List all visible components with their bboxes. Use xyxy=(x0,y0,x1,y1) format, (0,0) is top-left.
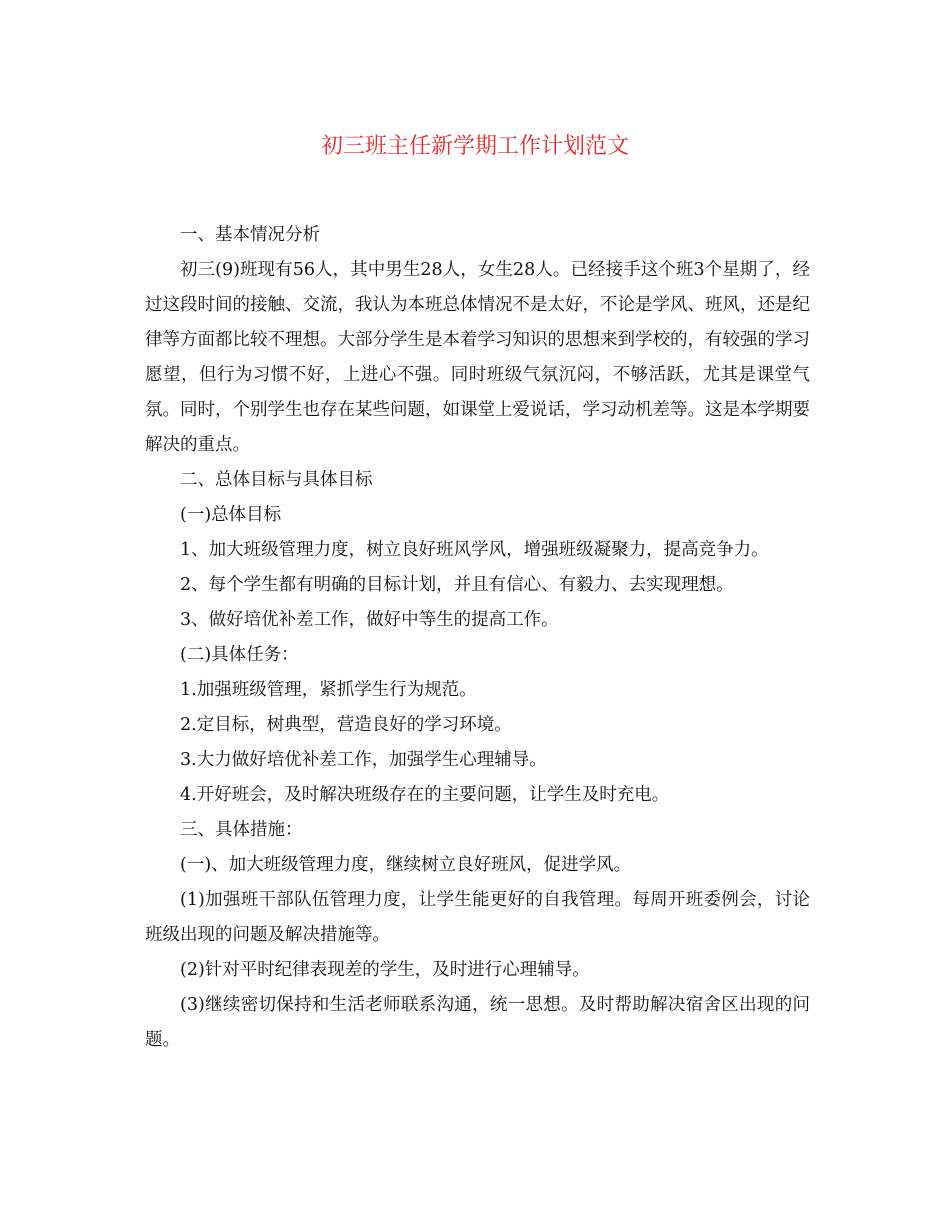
goal-item-1: 1、加大班级管理力度，树立良好班风学风，增强班级凝聚力，提高竞争力。 xyxy=(180,540,769,560)
goal-item-3: 3、做好培优补差工作，做好中等生的提高工作。 xyxy=(180,610,559,630)
section-heading-1: 一、基本情况分析 xyxy=(180,225,320,245)
goal-item-2: 2、每个学生都有明确的目标计划，并且有信心、有毅力、去实现理想。 xyxy=(180,575,734,595)
measure-item-2: (2)针对平时纪律表现差的学生，及时进行心理辅导。 xyxy=(180,960,590,980)
section-heading-2: 二、总体目标与具体目标 xyxy=(180,470,373,490)
situation-paragraph: 初三(9)班现有56人，其中男生28人，女生28人。已经接手这个班3个星期了，经过这段时间的接触、交流，我认为本班总体情况不是太好，不论是学风、班风，还是纪律等方面都比较不理想。大部分学生是本着学习知识的思想来到学校的，有较强的学习愿望，但行为习惯不好，上进心不强。同时班级气氛沉闷，不够活跃，尤其是课堂气氛。同时，个别学生也存在某些问题，如课堂上爱说话，学习动机差等。这是本学期要解决的重点。 xyxy=(145,260,810,455)
task-item-2: 2.定目标，树典型，营造良好的学习环境。 xyxy=(180,715,512,735)
subsection-heading-tasks: (二)具体任务： xyxy=(180,645,299,665)
document-title: 初三班主任新学期工作计划范文 xyxy=(320,134,629,159)
subsection-heading-overall-goal: (一)总体目标 xyxy=(180,505,282,525)
section-heading-3: 三、具体措施： xyxy=(180,820,303,840)
task-item-1: 1.加强班级管理，紧抓学生行为规范。 xyxy=(180,680,477,700)
document-body xyxy=(145,218,810,1058)
measure-item-1: (1)加强班干部队伍管理力度，让学生能更好的自我管理。每周开班委例会，讨论班级出现的问题及解决措施等。 xyxy=(145,890,810,945)
measure-item-3: (3)继续密切保持和生活老师联系沟通，统一思想。及时帮助解决宿舍区出现的问题。 xyxy=(145,995,810,1050)
measure-heading-1: (一)、加大班级管理力度，继续树立良好班风，促进学风。 xyxy=(180,855,632,875)
task-item-4: 4.开好班会，及时解决班级存在的主要问题，让学生及时充电。 xyxy=(180,785,670,805)
task-item-3: 3.大力做好培优补差工作，加强学生心理辅导。 xyxy=(180,750,547,770)
